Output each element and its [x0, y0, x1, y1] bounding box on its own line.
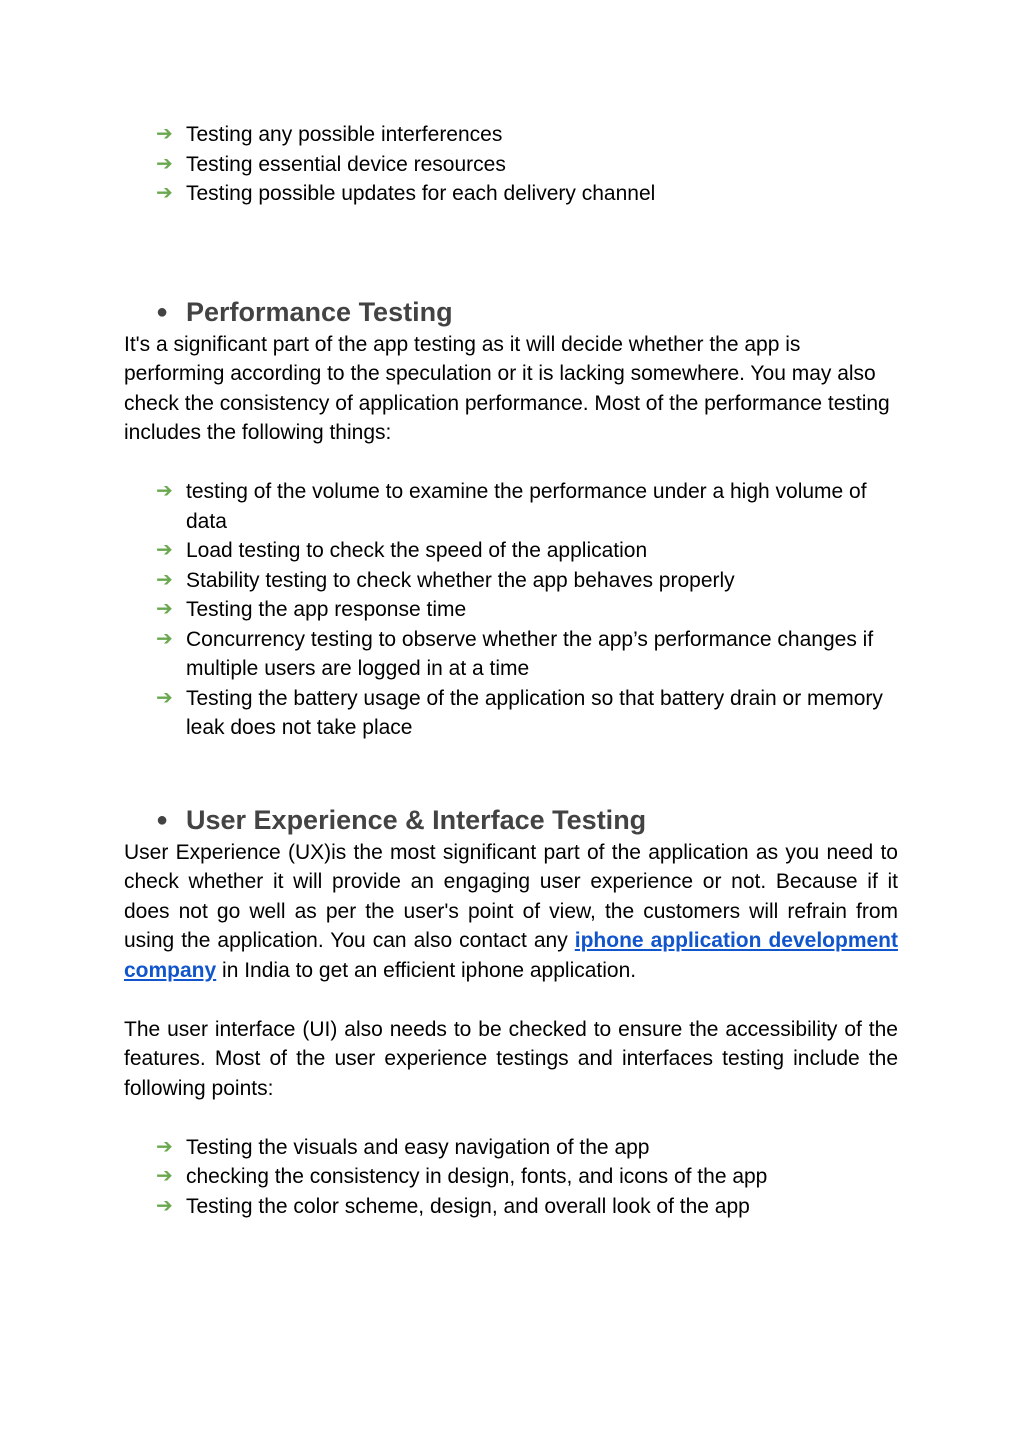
list-item-text: Load testing to check the speed of the application	[186, 539, 648, 562]
list-item	[156, 684, 898, 743]
spacer	[124, 1103, 898, 1133]
performance-intro: It's a significant part of the app testing as it will decide whether the app is performing according to the speculation or it is lacking somewhere. You may also check the consistency of application performance. Most of the performance testing includes the following things:	[124, 332, 890, 444]
spacer	[124, 743, 898, 802]
performance-list	[124, 477, 898, 743]
ux-heading-text: User Experience & Interface Testing	[186, 804, 647, 835]
spacer	[124, 209, 898, 268]
list-item	[156, 1162, 898, 1192]
arrow-right-icon: ➔	[156, 686, 173, 709]
list-item	[156, 566, 898, 596]
arrow-right-icon: ➔	[156, 480, 173, 502]
list-item-text: Concurrency testing to observe whether the app’s performance changes if multiple users are logged in at a time	[186, 627, 874, 680]
list-item-text: Testing the color scheme, design, and overall look of the app	[186, 1194, 750, 1218]
list-item-text: Testing essential device resources	[186, 152, 506, 176]
document-page	[124, 120, 898, 1221]
bullet-icon: ●	[156, 300, 169, 323]
arrow-right-icon: ➔	[156, 1135, 173, 1158]
list-item	[156, 536, 898, 566]
arrow-right-icon: ➔	[156, 598, 173, 620]
list-item-text: Testing the battery usage of the application so that battery drain or memory leak does not take place	[186, 686, 883, 739]
performance-heading-text: Performance Testing	[186, 296, 453, 327]
bullet-icon: ●	[156, 808, 169, 831]
list-item	[156, 625, 898, 684]
list-item-text: Testing the visuals and easy navigation of the app	[186, 1135, 650, 1159]
performance-heading	[124, 294, 898, 330]
arrow-right-icon: ➔	[156, 123, 173, 145]
top-list	[124, 120, 898, 209]
list-item-text: Testing the app response time	[186, 598, 467, 621]
arrow-right-icon: ➔	[156, 539, 173, 561]
list-item-text: Stability testing to check whether the app behaves properly	[186, 568, 735, 592]
arrow-right-icon: ➔	[156, 568, 173, 591]
arrow-right-icon: ➔	[156, 152, 173, 175]
list-item	[156, 150, 898, 180]
ux-list	[124, 1133, 898, 1222]
list-item	[156, 179, 898, 209]
arrow-right-icon: ➔	[156, 1165, 173, 1187]
spacer	[124, 448, 898, 478]
iphone-company-link[interactable]: iphone application development company	[124, 929, 898, 982]
list-item	[156, 120, 898, 150]
arrow-right-icon: ➔	[156, 627, 173, 650]
spacer	[124, 985, 898, 1015]
ux-paragraph-2: The user interface (UI) also needs to be checked to ensure the accessibility of the features. Most of the user experience testings and interfaces testing include the following points:	[124, 1017, 898, 1100]
ux-heading	[124, 802, 898, 838]
list-item-text: checking the consistency in design, fonts, and icons of the app	[186, 1165, 768, 1188]
list-item	[156, 1192, 898, 1222]
list-item-text: Testing possible updates for each delivery channel	[186, 182, 656, 205]
list-item-text: testing of the volume to examine the performance under a high volume of data	[186, 480, 867, 533]
list-item	[156, 595, 898, 625]
spacer	[124, 268, 898, 294]
list-item	[156, 1133, 898, 1163]
ux-intro	[124, 838, 898, 986]
list-item-text: Testing any possible interferences	[186, 123, 503, 146]
ux-intro-text: User Experience (UX)is the most significant part of the application as you need to check whether it will provide an engaging user experience or not. Because if it does not go well as per the user's point of view, the customers will refrain from using the application. You can also contact any	[124, 840, 898, 952]
ux-intro-text-end: in India to get an efficient iphone application.	[216, 958, 637, 982]
arrow-right-icon: ➔	[156, 182, 173, 204]
list-item	[156, 477, 898, 536]
arrow-right-icon: ➔	[156, 1194, 173, 1217]
